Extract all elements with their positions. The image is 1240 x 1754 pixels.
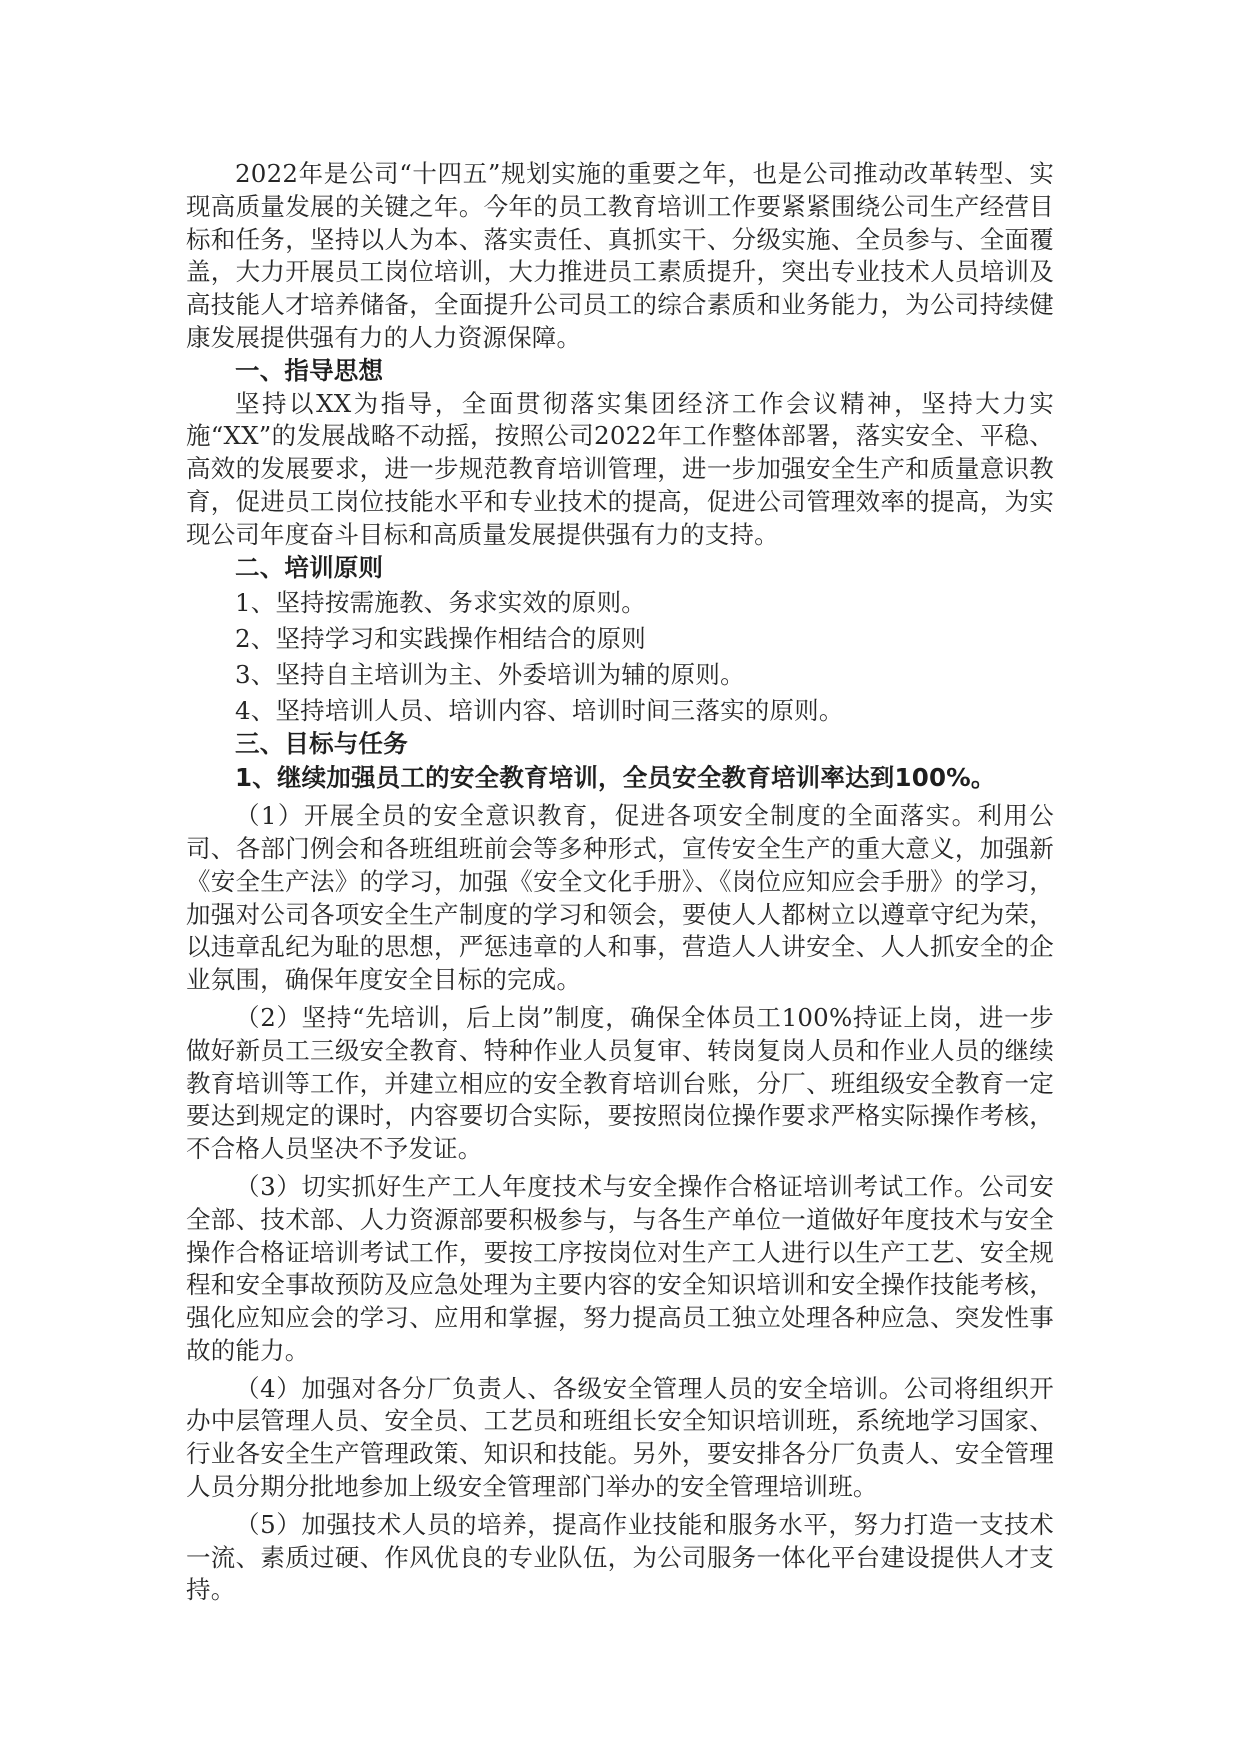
task-subitem: （2）坚持“先培训，后上岗”制度，确保全体员工100%持证上岗，进一步做好新员工三级安全教育、特种作业人员复审、转岗复岗人员和作业人员的继续教育培训等工作，并建立相应的安全教育培训台账，分厂、班组级安全教育一定要达到规定的课时，内容要切合实际，要按照岗位操作要求严格实际操作考核，不合格人员坚决不予发证。 — [186, 1002, 1054, 1164]
task-subitem: （4）加强对各分厂负责人、各级安全管理人员的安全培训。公司将组织开办中层管理人员、安全员、工艺员和班组长安全知识培训班，系统地学习国家、行业各安全生产管理政策、知识和技能。另外，要安排各分厂负责人、安全管理人员分期分批地参加上级安全管理部门举办的安全管理培训班。 — [186, 1373, 1054, 1502]
section-heading-training-principles: 二、培训原则 — [235, 552, 384, 582]
principle-item: 2、坚持学习和实践操作相结合的原则 — [235, 624, 646, 654]
guiding-ideology-paragraph: 坚持以XX为指导，全面贯彻落实集团经济工作会议精神，坚持大力实施“XX”的发展战略不动摇，按照公司2022年工作整体部署，落实安全、平稳、高效的发展要求，进一步规范教育培训管理，进一步加强安全生产和质量意识教育，促进员工岗位技能水平和专业技术的提高，促进公司管理效率的提高，为实现公司年度奋斗目标和高质量发展提供强有力的支持。 — [186, 388, 1054, 549]
principle-item: 3、坚持自主培训为主、外委培训为辅的原则。 — [235, 659, 745, 689]
principle-item: 4、坚持培训人员、培训内容、培训时间三落实的原则。 — [235, 695, 844, 725]
intro-paragraph: 2022年是公司“十四五”规划实施的重要之年，也是公司推动改革转型、实现高质量发展的关键之年。今年的员工教育培训工作要紧紧围绕公司生产经营目标和任务，坚持以人为本、落实责任、真抓实干、分级实施、全员参与、全面覆盖，大力开展员工岗位培训，大力推进员工素质提升，突出专业技术人员培训及高技能人才培养储备，全面提升公司员工的综合素质和业务能力，为公司持续健康发展提供强有力的人力资源保障。 — [186, 159, 1054, 352]
task-subitem: （5）加强技术人员的培养，提高作业技能和服务水平，努力打造一支技术一流、素质过硬、作风优良的专业队伍，为公司服务一体化平台建设提供人才支持。 — [186, 1509, 1054, 1605]
section-heading-goals-tasks: 三、目标与任务 — [235, 728, 408, 758]
task-subitem: （3）切实抓好生产工人年度技术与安全操作合格证培训考试工作。公司安全部、技术部、人力资源部要积极参与，与各生产单位一道做好年度技术与安全操作合格证培训考试工作，要按工序按岗位对生产工人进行以生产工艺、安全规程和安全事故预防及应急处理为主要内容的安全知识培训和安全操作技能考核，强化应知应会的学习、应用和掌握，努力提高员工独立处理各种应急、突发性事故的能力。 — [186, 1171, 1054, 1365]
document-page — [186, 158, 1054, 1607]
principle-item: 1、坚持按需施教、务求实效的原则。 — [235, 588, 646, 618]
task-heading-safety-training: 1、继续加强员工的安全教育培训，全员安全教育培训率达到100%。 — [235, 763, 996, 793]
section-heading-guiding-ideology: 一、指导思想 — [235, 355, 384, 385]
task-subitem: （1）开展全员的安全意识教育，促进各项安全制度的全面落实。利用公司、各部门例会和各班组班前会等多种形式，宣传安全生产的重大意义，加强新《安全生产法》的学习，加强《安全文化手册》、《岗位应知应会手册》的学习，加强对公司各项安全生产制度的学习和领会，要使人人都树立以遵章守纪为荣，以违章乱纪为耻的思想，严惩违章的人和事，营造人人讲安全、人人抓安全的企业氛围，确保年度安全目标的完成。 — [186, 801, 1054, 995]
